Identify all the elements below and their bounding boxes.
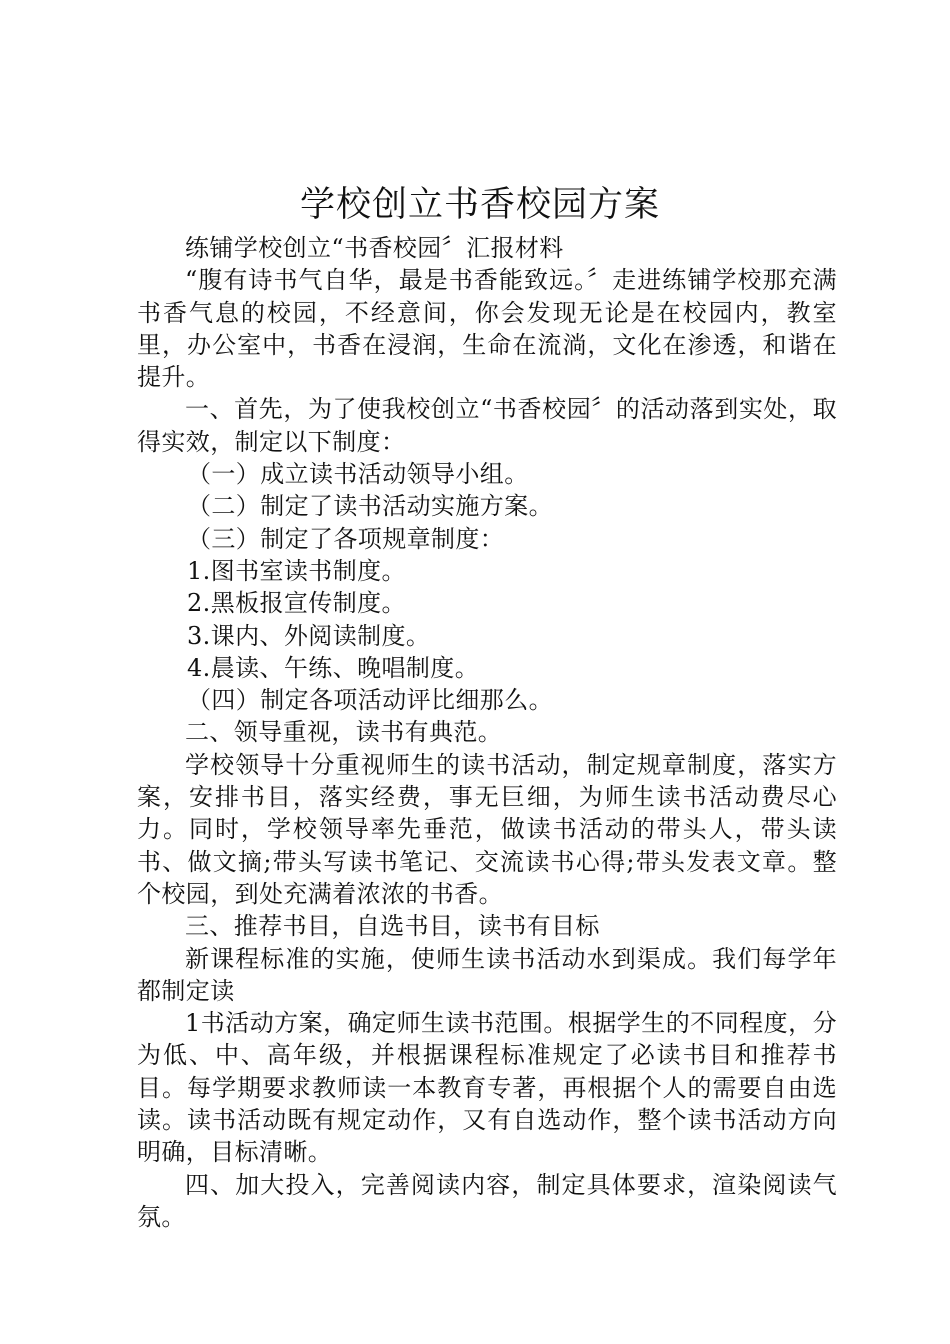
- list-item: （三）制定了各项规章制度：: [187, 524, 505, 553]
- section-three-continuation: 1书活动方案，确定师生读书范围。根据学生的不同程度，分为低、中、高年级，并根据课程标准规定了必读书目和推荐书目。每学期要求教师读一本教育专著，再根据个人的需要自由选读。读书活动既有规定动作，又有自选动作，整个读书活动方向明确，目标清晰。: [137, 1009, 837, 1167]
- section-three-paragraph: 新课程标准的实施，使师生读书活动水到渠成。我们每学年都制定读: [137, 944, 837, 1005]
- list-item: （一）成立读书活动领导小组。: [187, 460, 529, 489]
- section-two-paragraph: 学校领导十分重视师生的读书活动，制定规章制度，落实方案，安排书目，落实经费，事无巨细，为师生读书活动费尽心力。同时，学校领导率先垂范，做读书活动的带头人，带头读书、做文摘;带头写读书笔记、交流读书心得;带头发表文章。整个校园，到处充满着浓浓的书香。: [137, 750, 837, 908]
- numbered-item: 4.晨读、午练、晚唱制度。: [187, 653, 480, 682]
- document-body: [137, 232, 837, 1233]
- section-two-heading: 二、领导重视，读书有典范。: [185, 718, 503, 747]
- numbered-item: 1.图书室读书制度。: [187, 556, 406, 585]
- document-title: 学校创立书香校园方案: [299, 185, 660, 225]
- subtitle-paragraph: 练铺学校创立“书香校园〞汇报材料: [185, 234, 564, 262]
- section-one-heading: 一、首先，为了使我校创立“书香校园〞的活动落到实处，取得实效，制定以下制度：: [137, 395, 837, 456]
- list-item: （四）制定各项活动评比细那么。: [187, 686, 553, 715]
- numbered-item: 2.黑板报宣传制度。: [187, 589, 406, 618]
- section-three-heading: 三、推荐书目，自选书目，读书有目标: [185, 912, 600, 941]
- list-item: （二）制定了读书活动实施方案。: [187, 492, 553, 521]
- numbered-item: 3.课内、外阅读制度。: [187, 621, 431, 650]
- section-four-heading: 四、加大投入，完善阅读内容，制定具体要求，渲染阅读气氛。: [137, 1170, 837, 1231]
- intro-paragraph: “腹有诗书气自华，最是书香能致远。〞走进练铺学校那充满书香气息的校园，不经意间，你会发现无论是在校园内，教室里，办公室中，书香在浸润，生命在流淌，文化在渗透，和谐在提升。: [137, 266, 837, 392]
